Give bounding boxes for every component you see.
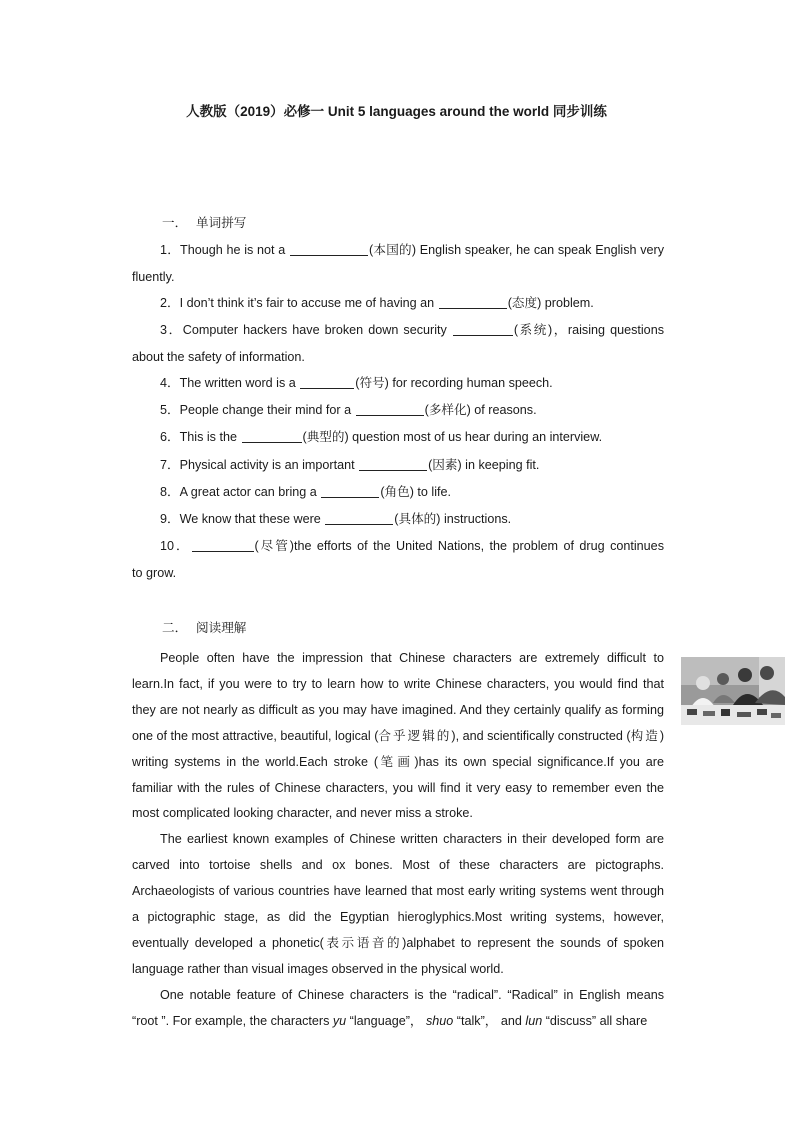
hint-text: (本国的) — [368, 243, 417, 257]
section-heading-vocabulary — [162, 212, 246, 231]
gloss-text: 笔画 — [378, 754, 415, 769]
question-3 — [132, 317, 664, 371]
answer-blank[interactable] — [290, 242, 368, 256]
question-text: 4．The written word is a — [160, 376, 300, 390]
paragraph-text: “discuss” all share — [542, 1013, 648, 1028]
question-text: to life. — [413, 485, 451, 499]
page-title: 人教版（2019）必修一 Unit 5 languages around the world 同步训练 — [186, 104, 607, 119]
hint-text: (符号) — [355, 376, 389, 390]
paragraph-text: ) writing systems in the world.Each stroke ( — [132, 728, 665, 769]
hint-text: (角色) — [380, 485, 414, 499]
question-9 — [132, 506, 664, 533]
question-7 — [132, 452, 664, 479]
answer-blank[interactable] — [242, 429, 302, 443]
paragraph-text: ), and scientifically constructed ( — [451, 728, 631, 743]
question-text: question most of us hear during an interview. — [348, 430, 603, 444]
question-text: 1．Though he is not a — [160, 243, 289, 257]
pinyin-text: yu — [332, 1013, 347, 1028]
answer-blank[interactable] — [439, 295, 507, 309]
paragraph-text: People often have the impression that Chinese characters are extremely difficult to learn.In fact, if you were to try to learn how to write Chinese characters, you would find that they are not nearly as difficult as you may have imagined. And they certainly qualify as forming one of the most attractive, beautiful, logical ( — [132, 651, 664, 743]
hint-text: (具体的) — [394, 512, 441, 526]
question-text: 7．Physical activity is an important — [160, 458, 359, 472]
hint-text: (态度) — [507, 296, 542, 310]
question-text: in keeping fit. — [461, 458, 540, 472]
paragraph-2: The earliest known examples of Chinese written characters in their developed form are carved into tortoise shells and ox bones. Most of these characters are pictographs. Archaeologists of various countries have learned that most early writing systems went through a pictographic stage, as did the Egyptian hieroglyphics.Most writing systems, however, eventually developed a phonetic(表示语音的)alphabet to represent the sounds of spoken language rather than visual images observed in the physical world. — [132, 832, 664, 976]
question-text: 2．I don’t think it’s fair to accuse me of having an — [160, 296, 438, 310]
question-10 — [132, 533, 664, 587]
question-8 — [132, 479, 664, 506]
section-label: 单词拼写 — [196, 216, 247, 230]
hint-text: (尽管) — [254, 539, 294, 553]
answer-blank[interactable] — [453, 322, 513, 336]
question-text: problem. — [541, 296, 594, 310]
paragraph-3 — [132, 983, 664, 1035]
question-text: 10． — [160, 539, 191, 553]
question-2 — [132, 290, 664, 317]
question-5 — [132, 397, 664, 424]
gloss-text: 构造 — [630, 728, 660, 743]
paragraph-text: One notable feature of Chinese characters is the “radical”. “Radical” in English means “root ”. For example, the characters — [132, 987, 664, 1028]
paragraph-text: )has its own special significance.If you are familiar with the rules of Chinese characters, you will find it very easy to remember even the most complicated looking character, and never miss a stroke. — [132, 754, 664, 821]
question-text: English speaker, he can speak English very — [416, 243, 665, 257]
answer-blank[interactable] — [192, 538, 254, 552]
question-text: 5．People change their mind for a — [160, 403, 355, 417]
paragraph-text: “talk”， and — [453, 1013, 526, 1028]
gloss-text: 合乎逻辑的 — [378, 728, 452, 743]
section-number: 二． — [162, 621, 188, 635]
question-text: 3．Computer hackers have broken down security — [160, 323, 452, 337]
question-text: about the safety of information. — [132, 350, 305, 364]
hint-text: (多样化) — [424, 403, 471, 417]
paragraph-text: “language”， — [346, 1013, 426, 1028]
question-4 — [132, 370, 664, 397]
question-text: 9．We know that these were — [160, 512, 325, 526]
section-heading-reading — [162, 617, 246, 636]
question-6 — [132, 424, 664, 451]
question-text: ，raising questions — [552, 323, 664, 337]
question-text: to grow. — [132, 566, 177, 580]
answer-blank[interactable] — [300, 375, 354, 389]
hint-text: (典型的) — [302, 430, 349, 444]
pinyin-text: lun — [525, 1013, 543, 1028]
question-text: 8．A great actor can bring a — [160, 485, 321, 499]
hint-text: (系统) — [513, 323, 553, 337]
question-text: the efforts of the United Nations, the problem of drug continues — [293, 539, 664, 553]
question-text: instructions. — [440, 512, 512, 526]
answer-blank[interactable] — [325, 511, 393, 525]
question-1 — [132, 237, 664, 291]
answer-blank[interactable] — [356, 402, 424, 416]
pinyin-text: shuo — [426, 1013, 454, 1028]
reading-passage — [132, 646, 664, 1035]
answer-blank[interactable] — [359, 457, 427, 471]
section-label: 阅读理解 — [196, 621, 247, 635]
question-text: for recording human speech. — [388, 376, 553, 390]
hint-text: (因素) — [428, 458, 462, 472]
classroom-photo — [681, 657, 785, 725]
paragraph-1 — [132, 646, 664, 827]
question-text: of reasons. — [470, 403, 537, 417]
section-number: 一． — [162, 216, 188, 230]
question-text: 6．This is the — [160, 430, 241, 444]
question-text: fluently. — [132, 270, 175, 284]
answer-blank[interactable] — [321, 484, 379, 498]
